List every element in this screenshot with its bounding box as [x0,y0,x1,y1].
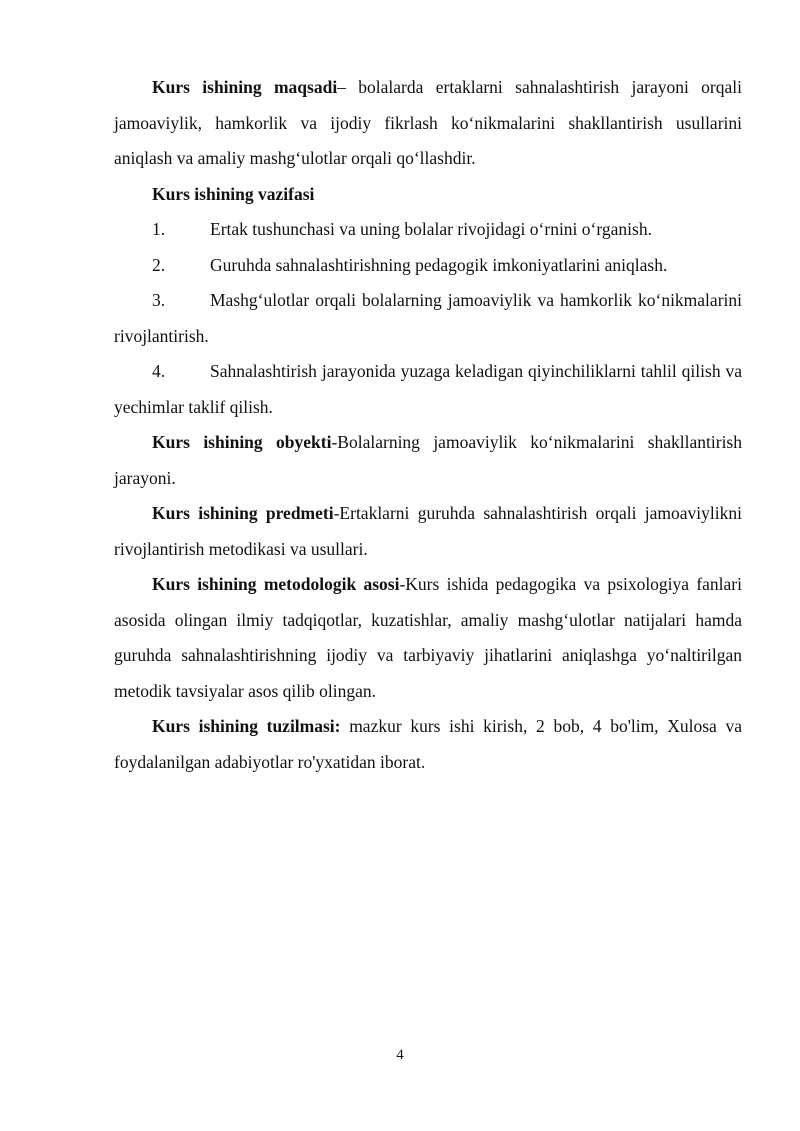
task-number: 2. [152,254,166,275]
subject-text: -Ertaklarni guruhda sahnalashtirish orqali jamoaviylikni rivojlantirish metodikasi va usullari. [114,503,742,559]
object-text: -Bolalarning jamoaviylik ko‘nikmalarini shakllantirish jarayoni. [114,432,742,488]
page-content [114,70,742,780]
task-item-4 [114,354,742,425]
goal-label: Kurs ishining maqsadi [152,77,338,97]
page-number: 4 [396,1047,404,1063]
tasks-heading: Kurs ishining vazifasi [152,183,315,204]
methodology-paragraph [114,567,742,709]
methodology-text: -Kurs ishida pedagogika va psixologiya fanlari asosida olingan ilmiy tadqiqotlar, kuzatishlar, amaliy mashg‘ulotlar natijalari hamda guruhda sahnalashtirishning ijodiy va tarbiyaviy jihatlarini aniqlashga yo‘naltirilgan metodik tavsiyalar asos qilib olingan. [114,574,742,701]
goal-paragraph [114,70,742,177]
task-text: Ertak tushunchasi va uning bolalar rivojidagi o‘rnini o‘rganish. [210,219,652,239]
task-item-1 [114,212,742,248]
subject-paragraph [114,496,742,567]
object-label: Kurs ishining obyekti [152,432,332,452]
task-text: Sahnalashtirish jarayonida yuzaga keladigan qiyinchiliklarni tahlil qilish va yechimlar taklif qilish. [114,361,742,417]
task-number: 4. [152,361,166,381]
task-number: 1. [152,219,166,239]
task-text: Mashg‘ulotlar orqali bolalarning jamoaviylik va hamkorlik ko‘nikmalarini rivojlantirish. [114,290,742,346]
goal-text: – bolalarda ertaklarni sahnalashtirish jarayoni orqali jamoaviylik, hamkorlik va ijodiy fikrlash ko‘nikmalarini shakllantirish usullarini aniqlash va amaliy mashg‘ulotlar orqali qo‘llashdir. [114,77,743,168]
task-number: 3. [152,290,166,310]
methodology-label: Kurs ishining metodologik asosi [152,574,400,594]
subject-label: Kurs ishining predmeti [152,503,334,523]
task-text: Guruhda sahnalashtirishning pedagogik imkoniyatlarini aniqlash. [210,254,668,275]
structure-text: mazkur kurs ishi kirish, 2 bob, 4 bo'lim, Xulosa va foydalanilgan adabiyotlar ro'yxatidan iborat. [114,716,743,772]
object-paragraph [114,425,742,496]
structure-label: Kurs ishining tuzilmasi: [152,716,341,736]
task-item-2 [114,248,742,284]
structure-paragraph [114,709,742,780]
task-item-3 [114,283,742,354]
